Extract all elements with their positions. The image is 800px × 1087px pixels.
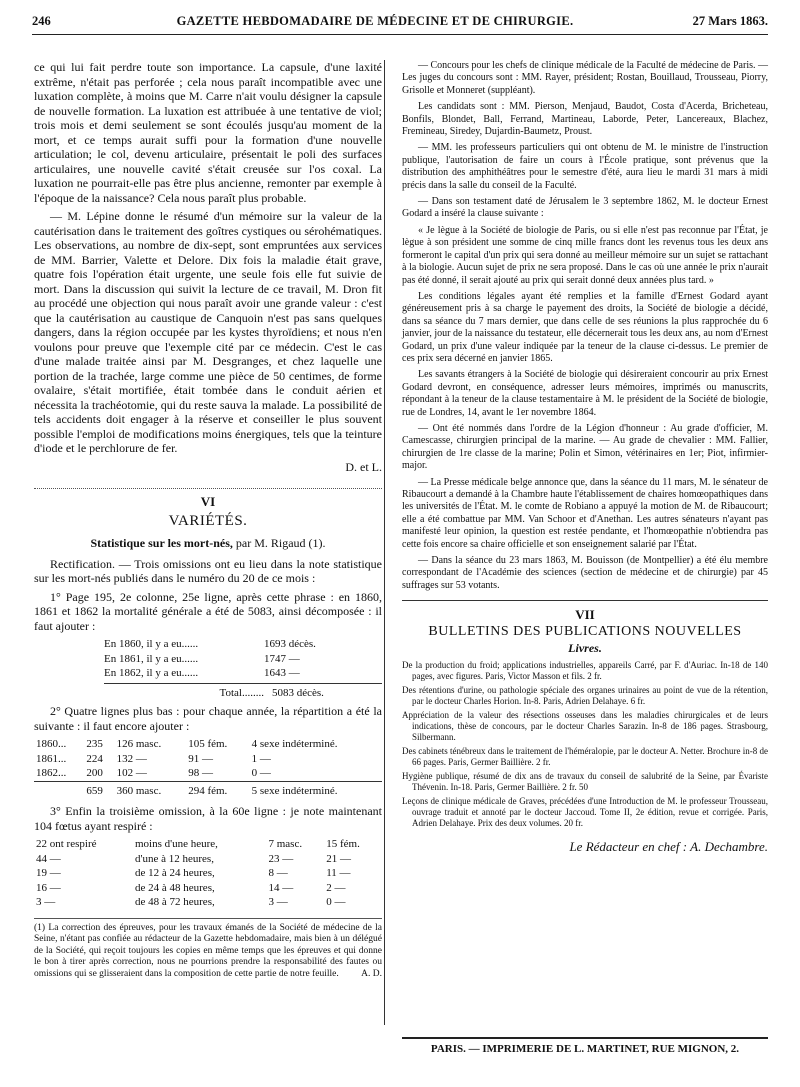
- table-row: 19 — de 12 à 24 heures, 8 — 11 —: [36, 867, 351, 879]
- right-column: [402, 60, 768, 854]
- subtitle-bold: Statistique sur les mort-nés,: [90, 536, 233, 550]
- paragraph-testament: — Dans son testament daté de Jérusalem le 3 septembre 1862, M. le docteur Ernest Godard a inséré la clause suivante :: [402, 196, 768, 220]
- paragraph-second-omission: 2° Quatre lignes plus bas : pour chaque année, la répartition a été la suivante : il faut encore ajouter :: [34, 704, 382, 733]
- paragraph-clause: « Je lègue à la Société de biologie de Paris, ou si elle n'est pas reconnue par l'État, je lègue à son président une somme de cinq mille francs dont les revenus tous les deux ans formeront le capital d'un prix qui sera donné au meilleur mémoire sur un sujet se rattachant à la biologie. Aucun sujet de prix ne sera proposé. Dans le cas où une année le prix n'aurait pas été donné, il serait ajouté au prix qui serait donné deux années plus tard. »: [402, 224, 768, 286]
- paragraph-concours: — Concours pour les chefs de clinique médicale de la Faculté de médecine de Paris. — Les juges du concours sont : MM. Rayer, président; Rostan, Bouillaud, Trousseau, Piorry, Grisolle et Monneret (suppléant).: [402, 60, 768, 96]
- column-divider: [384, 60, 385, 1025]
- list-item: Des cabinets ténébreux dans le traitement de l'héméralopie, par le docteur A. Netter. Brochure in-8 de 66 pages. Paris, Germer Baillière. 2 fr.: [402, 746, 768, 768]
- table-row: 16 — de 24 à 48 heures, 14 — 2 —: [36, 881, 346, 894]
- left-column: [34, 60, 382, 980]
- footnote-text: (1) La correction des épreuves, pour les travaux émanés de la Société de médecine de la Seine, n'étant pas confiée au rédacteur de la Gazette hebdomadaire, mais bien à un délégué de la Société, qui reçoit toujours les copies en même temps que les épreuves et qui donne le bon à tirer après correction, nous ne pourrions prendre la responsabilité des fautes ou omissions qui se glisseraient dans la composition de cette partie de notre feuille.: [34, 922, 382, 979]
- footnote-signature: A. D.: [361, 968, 382, 979]
- paragraph-first-omission: 1° Page 195, 2e colonne, 25e ligne, après cette phrase : en 1860, 1861 et 1862 la mortalité générale a été de 5083, ainsi décomposée : il faut ajouter :: [34, 589, 382, 633]
- calc-row: En 1860, il y a eu...... 1693 décès.: [104, 638, 316, 650]
- table-row: 3 — de 48 à 72 heures, 3 — 0 —: [36, 896, 346, 908]
- subtitle-author: par M. Rigaud (1).: [232, 536, 326, 550]
- stillbirth-table: [34, 737, 382, 798]
- paragraph-candidats: Les candidats sont : MM. Pierson, Menjaud, Baudot, Costa d'Acerda, Bricheteau, Bonfils, Blondet, Ball, Ferrand, Martineau, Laborde, Peter, Lancereaux, Blachez, Fremineau, Siredey, Dujardin-Baumetz, Proust.: [402, 101, 768, 138]
- table-total-row: 659 360 masc. 294 fém. 5 sexe indéterminé.: [34, 781, 382, 798]
- paragraph-professeurs: — MM. les professeurs particuliers qui ont obtenu de M. le ministre de l'instruction publique, l'autorisation de faire un cours à l'École pratique, sont prévenus que la distribution des amphithéâtres pour le semestre d'été, aura lieu le mardi 31 mars à midi précis dans la salle du conseil de la Faculté.: [402, 142, 768, 191]
- list-item: Leçons de clinique médicale de Graves, précédées d'une Introduction de M. le professeur Trousseau, ouvrage traduit et annoté par le docteur Jaccoud. Tome II, 2e édition, revue et corrigée. Paris, Adrien Delahaye. Prix des deux volumes. 20 fr.: [402, 796, 768, 829]
- section-number-vii: VII: [575, 607, 595, 623]
- list-item: De la production du froid; applications industrielles, appareils Carré, par F. d'Auriac. In-18 de 140 pages, avec figures. Paris, Victor Masson et fils. 2 fr.: [402, 660, 768, 682]
- journal-title: GAZETTE HEBDOMADAIRE DE MÉDECINE ET DE CHIRURGIE.: [176, 13, 574, 28]
- paragraph-rectification: Rectification. — Trois omissions ont eu lieu dans la note statistique sur les mort-nés publiés dans le numéro du 20 de ce mois :: [34, 556, 382, 585]
- calc-row: En 1862, il y a eu...... 1643 —: [104, 667, 300, 679]
- calc-row: En 1861, il y a eu...... 1747 —: [104, 652, 300, 665]
- footnote: [34, 918, 382, 981]
- article-subtitle: [34, 536, 382, 551]
- list-item: Hygiène publique, résumé de dix ans de travaux du conseil de salubrité de la Seine, par Évariste Thévenin. In-18. Paris, Germer Baillière. 2 fr. 50: [402, 771, 768, 793]
- paragraph-third-omission: 3° Enfin la troisième omission, à la 60e ligne : je note maintenant 104 fœtus ayant respiré :: [34, 804, 382, 833]
- page-header: [32, 8, 768, 35]
- subsection-livres: Livres.: [568, 641, 602, 656]
- table-row: 1860... 235 126 masc. 105 fém. 4 sexe indéterminé.: [36, 738, 338, 750]
- deaths-calculation: [104, 637, 382, 700]
- paragraph-lepine: — M. Lépine donne le résumé d'un mémoire sur la valeur de la cautérisation dans le traitement des goîtres cystiques ou sérohématiques. Les observations, au nombre de dix-sept, sont empruntées aux services de MM. Barrier, Valette et Delore. Dix fois la maladie était grave, quatre fois l'opération était urgente, une seule fois elle fut suivie de mort. Dans la discussion qui suivit la lecture de ce travail, M. Dron fit au procédé une objection qui nous paraît avoir une grande valeur : c'est que la cautérisation au caustique de Canquoin n'est pas sans quelques dangers, dans la région occupée par les kystes thyroïdiens; et nous n'en voulons pour preuve que l'exemple cité par ce médecin. C'est le cas d'une malade traitée ainsi par M. Desgranges, et chez laquelle une portion de la trachée, large comme une pièce de 50 centimes, de forme ovalaire, s'était mortifiée, était tombée dans le conduit aérien et nécessita la trachéotomie, qui du reste sauva la malade. La possibilité de tels accidents doit engager à la réserve et conseiller le plus souvent possible l'emploi de modifications moins énergiques, tels que la teinture d'iode et le perchlorure de fer.: [34, 209, 382, 455]
- paragraph-luxation: ce qui lui fait perdre toute son importance. La capsule, d'une laxité extrême, n'était pas perforée ; cela nous paraît incompatible avec une luxation complète, à moins que M. Carre n'ait voulu désigner la capsule de nouvelle formation. La luxation est attribuée à une tentative de viol; trois mois et demi seulement se sont écoulés jusqu'au moment de la mort, et ce temps aurait suffi pour la formation d'une nouvelle articulation; le col, devenu articulaire, présentait le poli des surfaces articulaires, une nouvelle cavité s'était creusée sur l'os coxal. La luxation ne pourrait-elle pas être plus ancienne, remonter par exemple à l'époque de la naissance? Cela nous paraît plus probable.: [34, 60, 382, 205]
- list-item: Des rétentions d'urine, ou pathologie spéciale des organes urinaires au point de vue de la rétention, par le docteur Charles Horion. In-8. Paris, Adrien Delahaye. 6 fr.: [402, 685, 768, 707]
- list-item: Appréciation de la valeur des résections osseuses dans les maladies chirurgicales et de leurs indications, thèse de concours, par le docteur Charles Sarazin. In-8 de 186 pages. Strasbourg, Silbermann.: [402, 710, 768, 743]
- calc-total: Total........ 5083 décès.: [104, 683, 382, 701]
- section-number-vi: VI: [200, 494, 216, 509]
- paragraph-conditions: Les conditions légales ayant été remplies et la famille d'Ernest Godard ayant généreusement pris à sa charge le payement des droits, la Société de biologie a décidé, dans sa séance du 7 mars dernier, que dans celle de ses réunions la plus rapprochée du 6 janvier, jour de la naissance du testateur, elle décernerait tous les deux ans, au nom d'Ernest Godard, un prix d'une valeur indiquée par la teneur de la clause ci-dessus. Le premier de ces prix sera décerné en janvier 1865.: [402, 290, 768, 364]
- paragraph-bouisson: — Dans la séance du 23 mars 1863, M. Bouisson (de Montpellier) a été élu membre correspondant de l'Académie des sciences (section de médecine et de chirurgie) par 45 suffrages sur 53 votants.: [402, 555, 768, 591]
- section-title-bulletins: BULLETINS DES PUBLICATIONS NOUVELLES: [428, 623, 742, 639]
- section-title-varietes: VARIÉTÉS.: [168, 512, 248, 529]
- editor-signature: Le Rédacteur en chef : A. Dechambre.: [569, 839, 768, 855]
- table-row: 1861... 224 132 — 91 — 1 —: [36, 752, 271, 765]
- section-separator: [402, 600, 768, 601]
- table-row: 22 ont respiré moins d'une heure, 7 masc. 15 fém.: [36, 838, 360, 850]
- table-row: 1862... 200 102 — 98 — 0 —: [36, 767, 271, 779]
- printer-imprint: PARIS. — IMPRIMERIE DE L. MARTINET, RUE MIGNON, 2.: [402, 1037, 768, 1055]
- page-number: 246: [32, 13, 51, 28]
- section-separator: [34, 488, 382, 489]
- issue-date: 27 Mars 1863.: [692, 13, 768, 28]
- breathing-fetus-table: [34, 837, 382, 910]
- table-row: 44 — d'une à 12 heures, 23 — 21 —: [36, 852, 351, 865]
- paragraph-savants: Les savants étrangers à la Société de biologie qui désireraient concourir au prix Ernest Godard devront, en conséquence, adresser leurs mémoires, imprimés ou manuscrits, répondant à la teneur de la clause testamentaire à M. le président de la Société de biologie, rue de Londres, 14, avant le 1er novembre 1864.: [402, 369, 768, 418]
- signature-d-et-l: D. et L.: [345, 459, 382, 474]
- paragraph-legion-honneur: — Ont été nommés dans l'ordre de la Légion d'honneur : Au grade d'officier, M. Camescasse, chirurgien principal de la marine. — Au grade de chevalier : MM. Fallier, chirurgien de 1re classe de la marine; Polin et Simon, vétérinaires en 1er; Piot, infirmier-major.: [402, 422, 768, 472]
- paragraph-presse-belge: — La Presse médicale belge annonce que, dans la séance du 11 mars, M. le sénateur de Ribaucourt a demandé à la Chambre haute l'établissement de chaires homœopathiques dans les universités de l'État. M. le comte de Robiano a appuyé la motion de M. de Ribaucourt; elle a été combattue par MM. Van Schoor et d'Anethan. Les autres sénateurs n'ayant pas manifesté leur opinion, la question est restée pendante, et l'homœopathie n'obtiendra pas cette fois encore sa chaire officielle et son enseignement salarié par l'État.: [402, 476, 768, 550]
